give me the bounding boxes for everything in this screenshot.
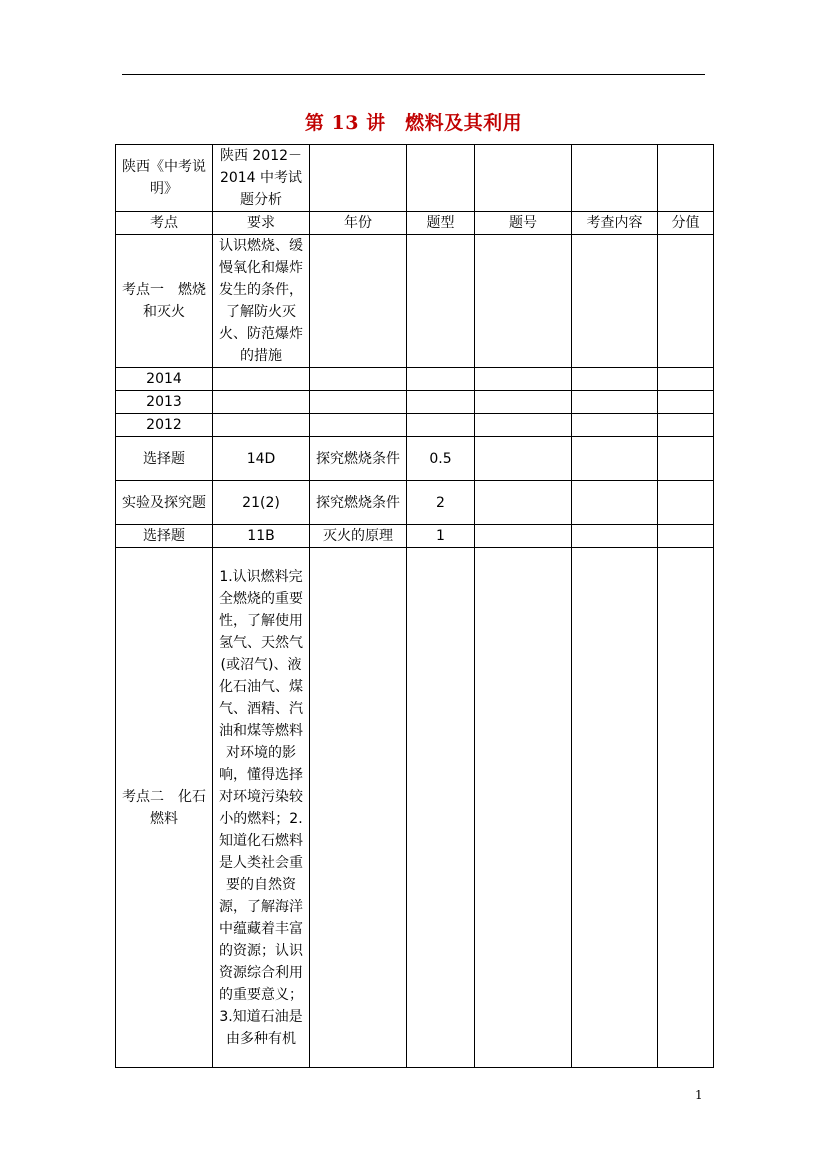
question-type-cell: 实验及探究题 (116, 481, 213, 525)
year-row (116, 414, 714, 437)
empty-cell (475, 145, 572, 212)
empty-cell (572, 235, 658, 368)
column-header-topic: 考点 (116, 212, 213, 235)
question-content-cell: 探究燃烧条件 (310, 437, 407, 481)
exam-analysis-table (115, 144, 714, 1068)
empty-cell (407, 235, 475, 368)
empty-cell (407, 145, 475, 212)
empty-cell (310, 235, 407, 368)
question-row (116, 437, 714, 481)
question-row (116, 525, 714, 548)
column-header-requirement: 要求 (213, 212, 310, 235)
column-header-number: 题号 (475, 212, 572, 235)
empty-cell (572, 145, 658, 212)
question-type-cell: 选择题 (116, 437, 213, 481)
topic-requirement-cell: 认识燃烧、缓慢氧化和爆炸发生的条件，了解防火灭火、防范爆炸的措施 (213, 235, 310, 368)
header-rule (122, 74, 705, 75)
question-score-cell: 1 (407, 525, 475, 548)
question-row (116, 481, 714, 525)
year-cell: 2012 (116, 414, 213, 437)
table-header-row-2 (116, 212, 714, 235)
empty-cell (475, 235, 572, 368)
topic-name-cell: 考点二 化石燃料 (116, 548, 213, 1068)
topic-name-cell: 考点一 燃烧和灭火 (116, 235, 213, 368)
question-score-cell: 0.5 (407, 437, 475, 481)
empty-cell (658, 145, 714, 212)
empty-cell (658, 235, 714, 368)
column-header-content: 考查内容 (572, 212, 658, 235)
question-score-cell: 2 (407, 481, 475, 525)
page-number: 1 (695, 1088, 703, 1102)
column-header-year: 年份 (310, 212, 407, 235)
question-type-cell: 选择题 (116, 525, 213, 548)
header-syllabus-cell: 陕西《中考说明》 (116, 145, 213, 212)
column-header-score: 分值 (658, 212, 714, 235)
table-header-row-1 (116, 145, 714, 212)
topic-row-1 (116, 235, 714, 368)
question-number-cell: 21(2) (213, 481, 310, 525)
year-row (116, 368, 714, 391)
topic-requirement-cell: 1.认识燃料完全燃烧的重要性，了解使用氢气、天然气(或沼气)、液化石油气、煤气、酒精、汽油和煤等燃料对环境的影响，懂得选择对环境污染较小的燃料；2.知道化石燃料是人类社会重要的自然资源，了解海洋中蕴藏着丰富的资源；认识资源综合利用的重要意义；3.知道石油是由多种有机 (213, 548, 310, 1068)
header-analysis-cell: 陕西 2012－2014 中考试题分析 (213, 145, 310, 212)
question-number-cell: 14D (213, 437, 310, 481)
topic-row-2 (116, 548, 714, 1068)
year-cell: 2013 (116, 391, 213, 414)
question-number-cell: 11B (213, 525, 310, 548)
year-row (116, 391, 714, 414)
empty-cell (310, 145, 407, 212)
column-header-type: 题型 (407, 212, 475, 235)
question-content-cell: 探究燃烧条件 (310, 481, 407, 525)
year-cell: 2014 (116, 368, 213, 391)
question-content-cell: 灭火的原理 (310, 525, 407, 548)
page-title: 第 13 讲 燃料及其利用 (304, 112, 523, 134)
